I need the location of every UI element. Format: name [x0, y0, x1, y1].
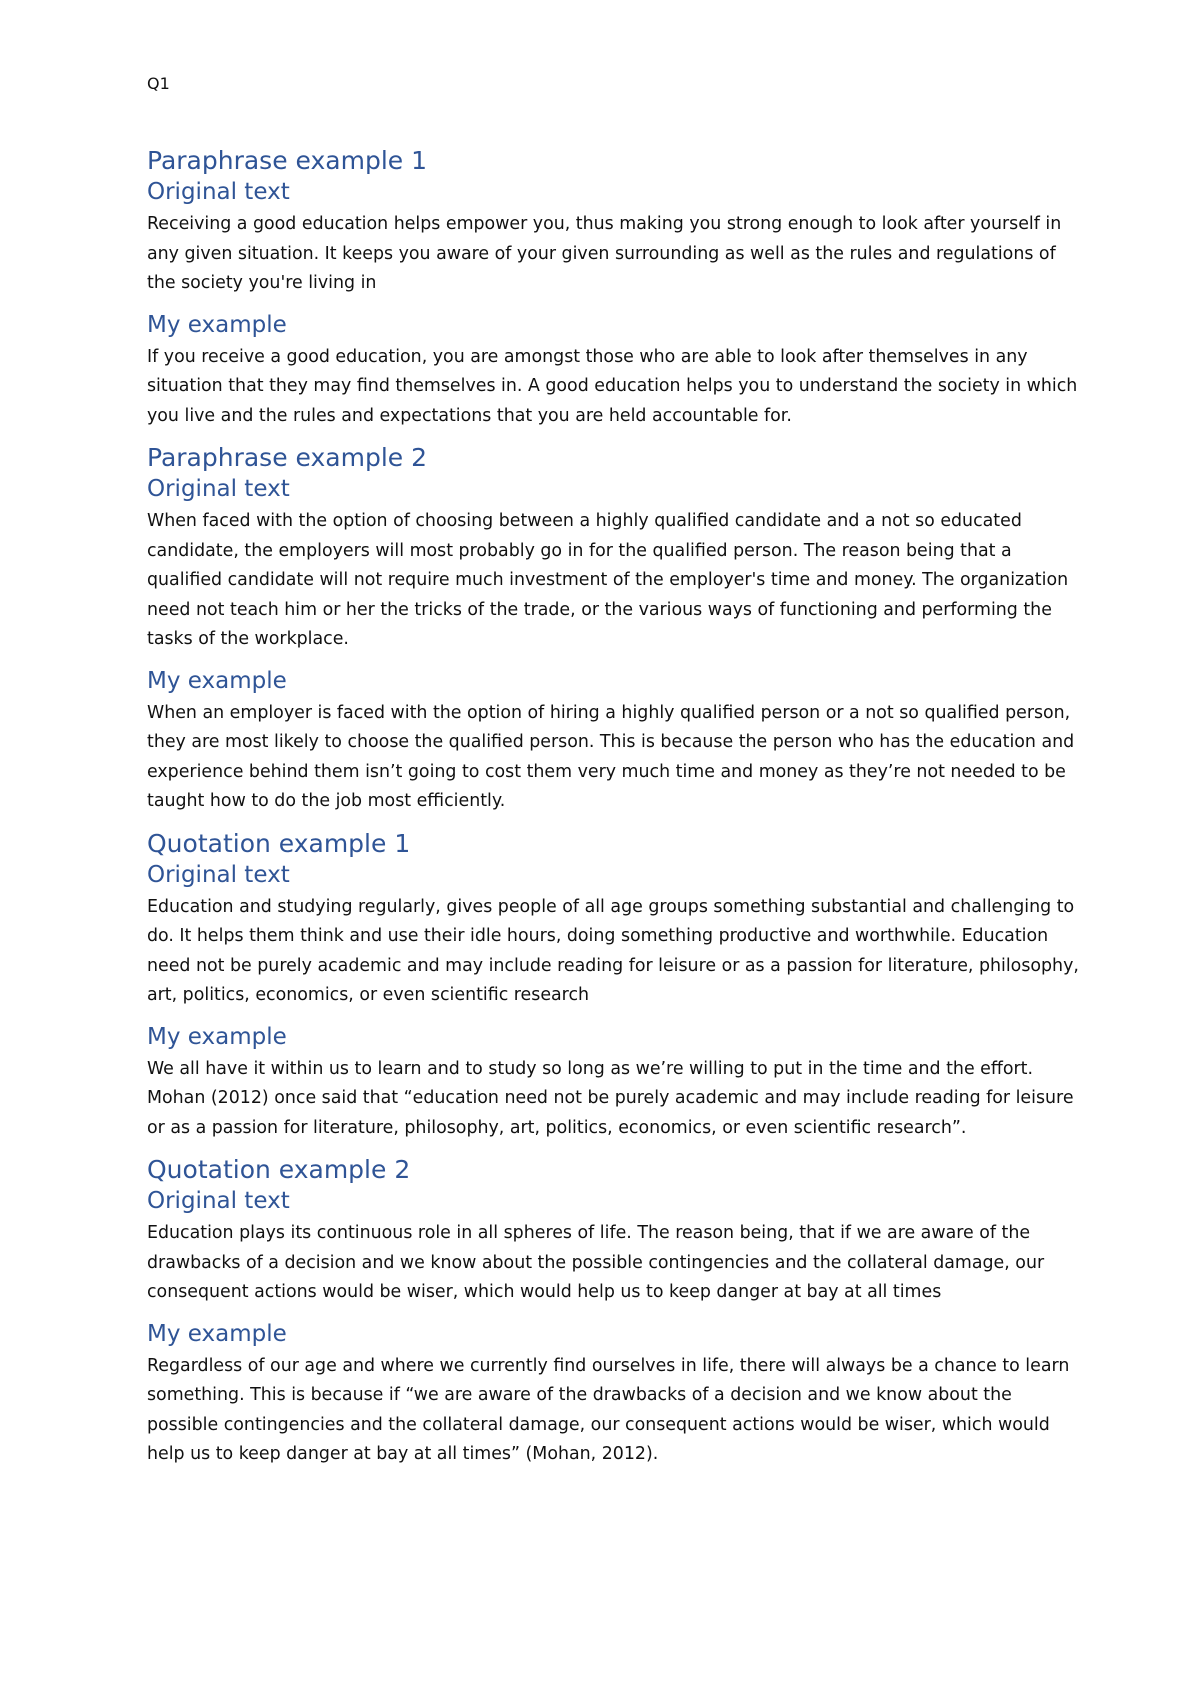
my-example-heading: My example — [147, 1023, 287, 1050]
my-example-paragraph: Regardless of our age and where we currently find ourselves in life, there will always be a chance to learn something. This is because if “we are aware of the drawbacks of a decision and we know about the possible contingencies and the collateral damage, our consequent actions would be wiser, which would help us to keep danger at bay at all times” (Mohan, 2012). — [147, 1355, 1070, 1464]
section-paraphrase-2 — [147, 443, 1080, 817]
my-example-heading: My example — [147, 1320, 287, 1347]
my-example-paragraph: If you receive a good education, you are amongst those who are able to look after themselves in any situation that they may find themselves in. A good education helps you to understand the society in which you live and the rules and expectations that you are held accountable for. — [147, 346, 1078, 426]
section-paraphrase-1 — [147, 146, 1080, 431]
section-title: Paraphrase example 1 — [147, 146, 427, 175]
my-example-paragraph: When an employer is faced with the option of hiring a highly qualified person or a not so qualified person, they are most likely to choose the qualified person. This is because the person who has the education and experience behind them isn’t going to cost them very much time and money as they’re not needed to be taught how to do the job most efficiently. — [147, 702, 1075, 811]
original-text-paragraph: Receiving a good education helps empower you, thus making you strong enough to look after yourself in any given situation. It keeps you aware of your given surrounding as well as the rules and regulations of the society you're living in — [147, 214, 1062, 293]
original-text-heading: Original text — [147, 476, 290, 502]
section-title: Paraphrase example 2 — [147, 443, 427, 472]
my-example-paragraph: We all have it within us to learn and to study so long as we’re willing to put in the time and the effort. Mohan (2012) once said that “education need not be purely academic and may include reading for leisure or as a passion for literature, philosophy, art, politics, economics, or even scientific research”. — [147, 1058, 1074, 1138]
original-text-heading: Original text — [147, 1188, 290, 1214]
my-example-heading: My example — [147, 667, 287, 694]
section-quotation-2 — [147, 1155, 1080, 1470]
section-title: Quotation example 2 — [147, 1155, 411, 1184]
original-text-paragraph: Education and studying regularly, gives people of all age groups something substantial and challenging to do. It helps them think and use their idle hours, doing something productive and worthwhile. Education need not be purely academic and may include reading for leisure or as a passion for literature, philosophy, art, politics, economics, or even scientific research — [147, 896, 1079, 1005]
page-label: Q1 — [147, 74, 170, 93]
section-quotation-1 — [147, 829, 1080, 1144]
original-text-heading: Original text — [147, 861, 290, 888]
original-text-heading: Original text — [147, 179, 290, 205]
section-title: Quotation example 1 — [147, 828, 411, 858]
original-text-paragraph: Education plays its continuous role in all spheres of life. The reason being, that if we are aware of the drawbacks of a decision and we know about the possible contingencies and the collateral damage, our consequent actions would be wiser, which would help us to keep danger at bay at all times — [147, 1223, 1045, 1302]
my-example-heading: My example — [147, 311, 287, 338]
original-text-paragraph: When faced with the option of choosing between a highly qualified candidate and a not so educated candidate, the employers will most probably go in for the qualified person. The reason being that a qualified candidate will not require much investment of the employer's time and money. The organization need not teach him or her the tricks of the trade, or the various ways of functioning and performing the tasks of the workplace. — [147, 511, 1069, 649]
